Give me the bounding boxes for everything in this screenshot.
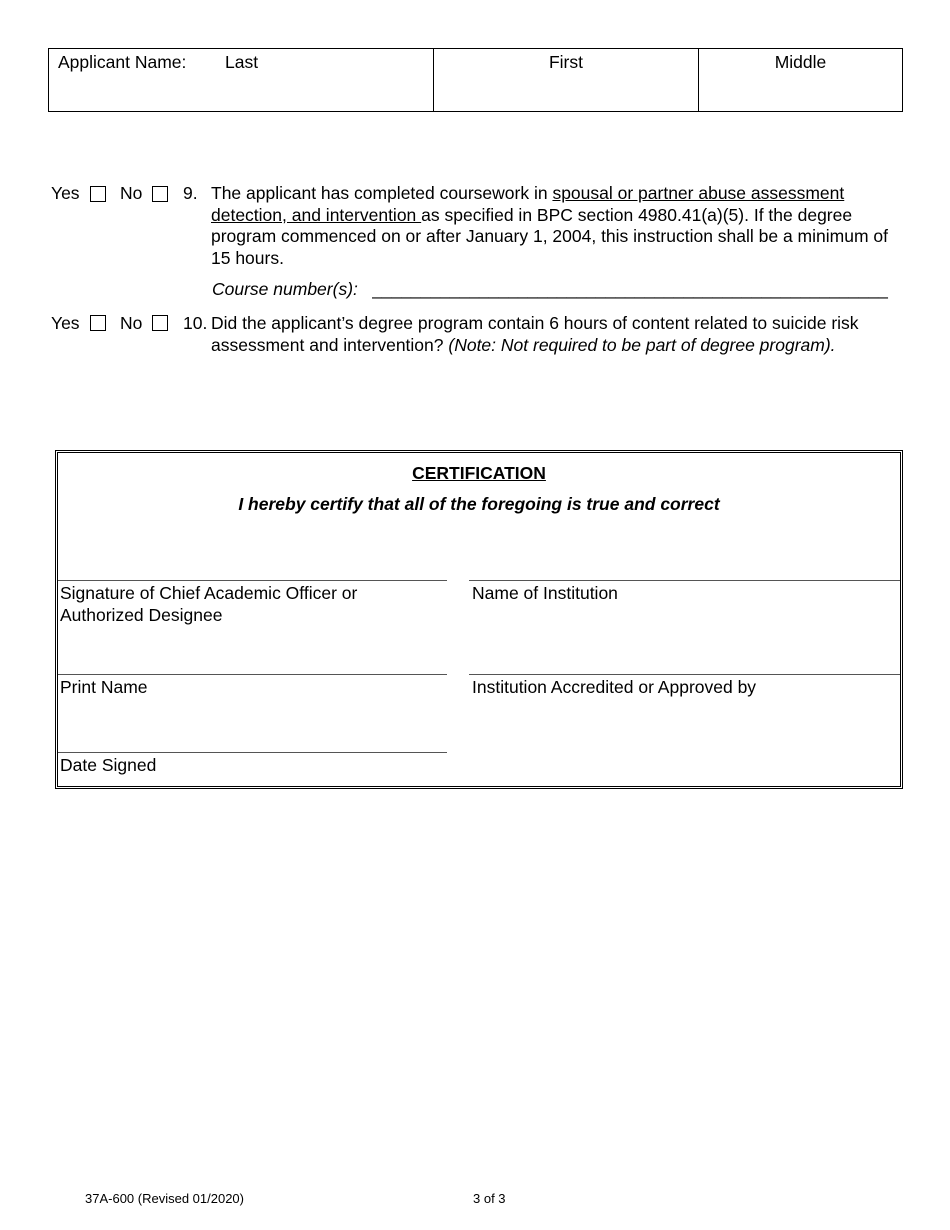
- last-name-label: Last: [225, 52, 259, 72]
- q10-yes-label: Yes: [51, 313, 80, 333]
- date-signed-label: Date Signed: [60, 755, 157, 775]
- certification-box: [55, 450, 903, 789]
- form-id: 37A-600 (Revised 01/2020): [85, 1191, 244, 1206]
- q9-text-part2: as specified in BPC section 4980.41(a)(5). If the degree program commenced on or after January 1, 2004, this instruction shall be a minimum of 15 hours.: [211, 204, 888, 268]
- q9-course-input-line[interactable]: _____________________________________________________: [372, 279, 888, 299]
- accredited-line[interactable]: [469, 674, 900, 675]
- certification-title: CERTIFICATION: [412, 463, 546, 483]
- middle-name-label: Middle: [774, 52, 827, 72]
- accredited-label: Institution Accredited or Approved by: [472, 677, 757, 697]
- last-name-cell[interactable]: [49, 49, 434, 111]
- certification-statement: I hereby certify that all of the foregoing is true and correct: [238, 494, 720, 514]
- q10-no-checkbox[interactable]: [152, 315, 168, 331]
- q9-text: [211, 183, 891, 269]
- q10-text-part1: Did the applicant’s degree program contain 6 hours of content related to suicide risk assessment and intervention?: [211, 313, 859, 355]
- page-number: 3 of 3: [473, 1191, 506, 1206]
- signature-line[interactable]: [58, 580, 447, 581]
- signature-label: Signature of Chief Academic Officer or Authorized Designee: [60, 583, 358, 625]
- institution-label: Name of Institution: [472, 583, 618, 603]
- first-name-cell[interactable]: [434, 49, 699, 111]
- institution-line[interactable]: [469, 580, 900, 581]
- q10-text-italic: (Note: Not required to be part of degree program).: [448, 334, 836, 355]
- first-name-label: First: [548, 52, 584, 72]
- date-signed-line[interactable]: [58, 752, 447, 753]
- q9-number: 9.: [183, 183, 198, 203]
- applicant-name-table: [48, 48, 903, 112]
- q9-yes-checkbox[interactable]: [90, 186, 106, 202]
- q9-no-checkbox[interactable]: [152, 186, 168, 202]
- print-name-label: Print Name: [60, 677, 148, 697]
- q9-text-part1: The applicant has completed coursework in: [211, 183, 553, 203]
- middle-name-cell[interactable]: [699, 49, 902, 111]
- q9-no-label: No: [120, 183, 143, 203]
- print-name-line[interactable]: [58, 674, 447, 675]
- q9-yes-label: Yes: [51, 183, 80, 203]
- applicant-name-label: Applicant Name:: [58, 52, 187, 72]
- q9-course-label: Course number(s):: [212, 279, 358, 299]
- q10-number: 10.: [183, 313, 208, 333]
- q10-yes-checkbox[interactable]: [90, 315, 106, 331]
- q9-text-underlined: spousal or partner abuse assessment detection, and intervention: [211, 183, 845, 225]
- q10-no-label: No: [120, 313, 143, 333]
- q10-text: [211, 313, 883, 356]
